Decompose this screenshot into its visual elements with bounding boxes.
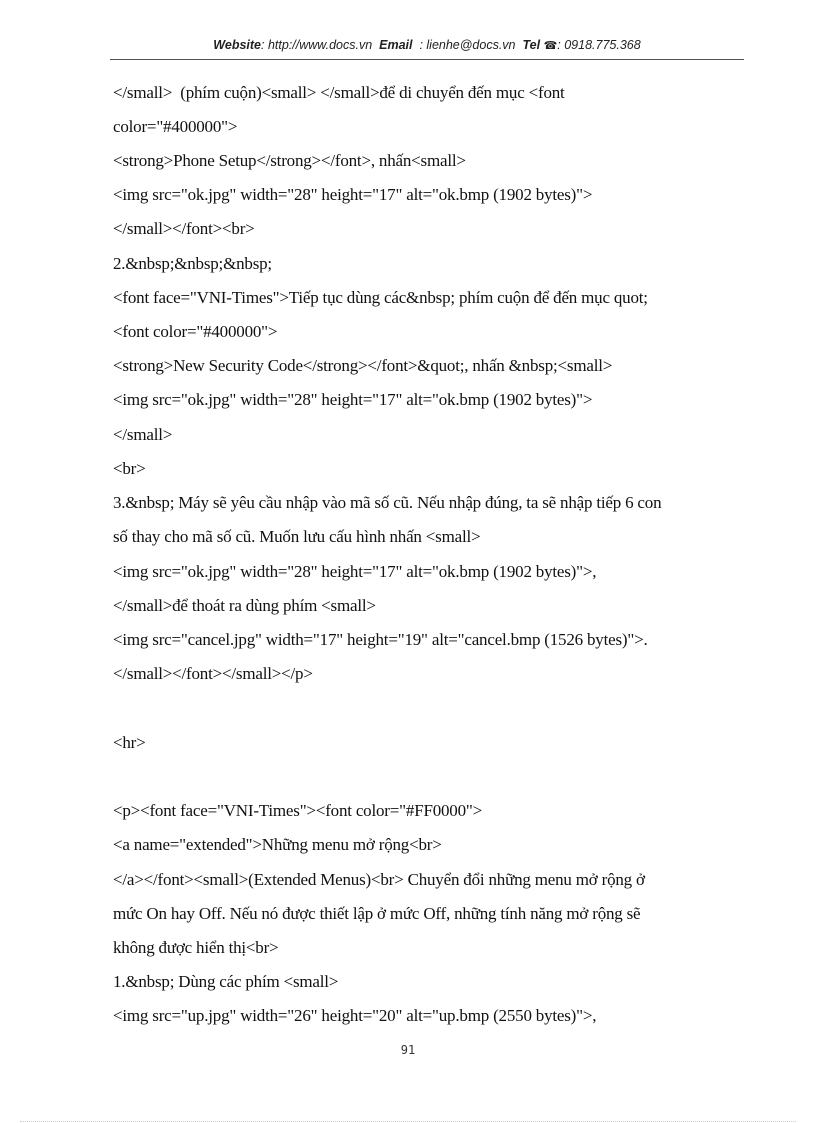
text-line: </small> (phím cuộn)<small> </small>để di chuyển đến mục <font: [113, 83, 565, 102]
text-line: <a name="extended">Những menu mở rộng<br>: [113, 835, 442, 854]
text-line: mức On hay Off. Nếu nó được thiết lập ở mức Off, những tính năng mở rộng sẽ: [113, 904, 641, 923]
text-line: <font face="VNI-Times">Tiếp tục dùng các&nbsp; phím cuộn để đến mục quot;: [113, 288, 648, 307]
text-line: 1.&nbsp; Dùng các phím <small>: [113, 972, 339, 991]
text-line: <strong>Phone Setup</strong></font>, nhấn<small>: [113, 151, 466, 170]
text-line: số thay cho mã số cũ. Muốn lưu cấu hình nhấn <small>: [113, 527, 481, 546]
text-line: không được hiển thị<br>: [113, 938, 279, 957]
email-value: : lienhe@docs.vn: [419, 38, 516, 52]
text-line: <strong>New Security Code</strong></font>&quot;, nhấn &nbsp;<small>: [113, 356, 613, 375]
website-value: : http://www.docs.vn: [261, 38, 373, 52]
text-line: </small></font><br>: [113, 219, 255, 238]
tel-value: : 0918.775.368: [557, 38, 641, 52]
text-line: <img src="up.jpg" width="26" height="20" alt="up.bmp (2550 bytes)">,: [113, 1006, 597, 1025]
page-header: [110, 38, 744, 52]
text-line: </small></font></small></p>: [113, 664, 313, 683]
text-line: <p><font face="VNI-Times"><font color="#FF0000">: [113, 801, 483, 820]
text-line: </small>để thoát ra dùng phím <small>: [113, 596, 376, 615]
text-line: 3.&nbsp; Máy sẽ yêu cầu nhập vào mã số cũ. Nếu nhập đúng, ta sẽ nhập tiếp 6 con: [113, 493, 662, 512]
text-line: <img src="ok.jpg" width="28" height="17" alt="ok.bmp (1902 bytes)">: [113, 390, 593, 409]
header-divider: [110, 59, 744, 60]
text-line: <img src="cancel.jpg" width="17" height="19" alt="cancel.bmp (1526 bytes)">.: [113, 630, 648, 649]
text-line: <font color="#400000">: [113, 322, 278, 341]
page-number: 91: [400, 1043, 416, 1057]
text-line: </small>: [113, 425, 173, 444]
text-line: </a></font><small>(Extended Menus)<br> Chuyển đổi những menu mở rộng ở: [113, 870, 645, 889]
text-line: color="#400000">: [113, 117, 238, 136]
text-line: <br>: [113, 459, 146, 478]
text-line: <hr>: [113, 733, 146, 752]
text-line: <img src="ok.jpg" width="28" height="17" alt="ok.bmp (1902 bytes)">,: [113, 562, 597, 581]
tel-label: Tel: [522, 38, 541, 52]
website-label: Website: [213, 38, 261, 52]
text-line: 2.&nbsp;&nbsp;&nbsp;: [113, 254, 272, 273]
text-line: <img src="ok.jpg" width="28" height="17" alt="ok.bmp (1902 bytes)">: [113, 185, 593, 204]
footer-divider: [20, 1121, 796, 1122]
telephone-icon: ☎: [543, 39, 558, 52]
email-label: Email: [379, 38, 413, 52]
